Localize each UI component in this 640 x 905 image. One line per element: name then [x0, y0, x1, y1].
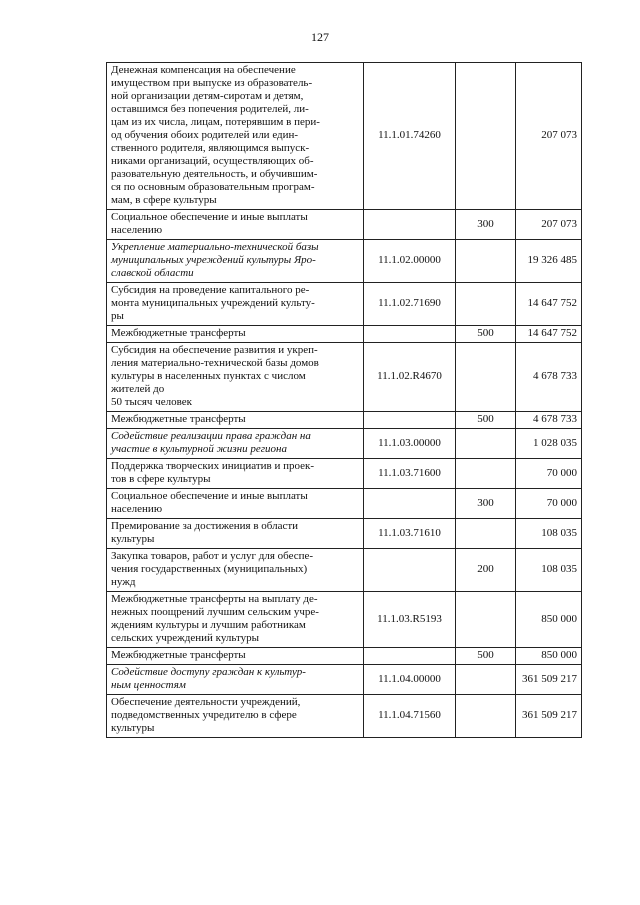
row-code-cell: 11.1.03.00000 — [364, 429, 456, 459]
row-code-cell — [364, 412, 456, 429]
row-name-cell: Межбюджетные трансферты — [107, 326, 364, 343]
row-code-cell: 11.1.01.74260 — [364, 63, 456, 210]
row-sum-cell: 361 509 217 — [516, 695, 582, 738]
row-type-cell — [456, 343, 516, 412]
row-code-cell: 11.1.03.71600 — [364, 459, 456, 489]
row-sum-cell: 70 000 — [516, 489, 582, 519]
row-name-cell: Укрепление материально-технической базы муниципальных учреждений культуры Яро- славской области — [107, 240, 364, 283]
table-row — [107, 63, 582, 210]
row-sum-cell: 108 035 — [516, 519, 582, 549]
row-type-cell — [456, 592, 516, 648]
row-type-cell: 300 — [456, 489, 516, 519]
table-row — [107, 648, 582, 665]
row-sum-cell: 207 073 — [516, 210, 582, 240]
row-name-cell: Премирование за достижения в области культуры — [107, 519, 364, 549]
row-code-cell: 11.1.02.R4670 — [364, 343, 456, 412]
row-type-cell — [456, 459, 516, 489]
row-type-cell: 500 — [456, 326, 516, 343]
row-code-cell — [364, 326, 456, 343]
table-row — [107, 489, 582, 519]
table-row — [107, 429, 582, 459]
table-row — [107, 210, 582, 240]
page-number: 127 — [311, 30, 329, 44]
row-name-cell: Содействие доступу граждан к культур- ным ценностям — [107, 665, 364, 695]
row-type-cell — [456, 665, 516, 695]
row-name-cell: Социальное обеспечение и иные выплаты населению — [107, 210, 364, 240]
row-name-cell: Субсидия на обеспечение развития и укреп- ления материально-технической базы домов культуры в населенных пунктах с числом жителей до 50 тысяч человек — [107, 343, 364, 412]
row-type-cell — [456, 240, 516, 283]
row-sum-cell: 19 326 485 — [516, 240, 582, 283]
table-row — [107, 695, 582, 738]
table-row — [107, 549, 582, 592]
row-sum-cell: 14 647 752 — [516, 326, 582, 343]
row-name-cell: Денежная компенсация на обеспечение имуществом при выпуске из образователь- ной организации детям-сиротам и детям, оставшимся без попечения родителей, ли- цам из их числа, лицам, потерявшим в пери- од обучения обоих родителей или един- ственного родителя, являющимся выпуск- никами организаций, осуществляющих об- разовательную деятельность, и обучившим- ся по основным образовательным програм- мам, в сфере культуры — [107, 63, 364, 210]
table-row — [107, 459, 582, 489]
row-name-cell: Содействие реализации права граждан на участие в культурной жизни региона — [107, 429, 364, 459]
row-code-cell: 11.1.04.00000 — [364, 665, 456, 695]
row-sum-cell: 207 073 — [516, 63, 582, 210]
row-name-cell: Социальное обеспечение и иные выплаты населению — [107, 489, 364, 519]
row-code-cell: 11.1.03.71610 — [364, 519, 456, 549]
row-code-cell — [364, 549, 456, 592]
row-sum-cell: 4 678 733 — [516, 412, 582, 429]
table-row — [107, 519, 582, 549]
row-type-cell — [456, 519, 516, 549]
row-name-cell: Поддержка творческих инициатив и проек- тов в сфере культуры — [107, 459, 364, 489]
row-code-cell — [364, 489, 456, 519]
row-type-cell — [456, 283, 516, 326]
row-type-cell — [456, 695, 516, 738]
row-sum-cell: 14 647 752 — [516, 283, 582, 326]
row-name-cell: Субсидия на проведение капитального ре- монта муниципальных учреждений культу- ры — [107, 283, 364, 326]
row-type-cell — [456, 63, 516, 210]
row-sum-cell: 850 000 — [516, 592, 582, 648]
row-code-cell — [364, 648, 456, 665]
table-row — [107, 412, 582, 429]
row-type-cell: 300 — [456, 210, 516, 240]
row-sum-cell: 70 000 — [516, 459, 582, 489]
row-name-cell: Закупка товаров, работ и услуг для обеспе- чения государственных (муниципальных) нужд — [107, 549, 364, 592]
row-code-cell: 11.1.02.00000 — [364, 240, 456, 283]
table-row — [107, 283, 582, 326]
row-code-cell: 11.1.03.R5193 — [364, 592, 456, 648]
table-row — [107, 592, 582, 648]
row-name-cell: Межбюджетные трансферты — [107, 412, 364, 429]
row-type-cell: 500 — [456, 412, 516, 429]
row-code-cell: 11.1.02.71690 — [364, 283, 456, 326]
row-sum-cell: 850 000 — [516, 648, 582, 665]
row-code-cell: 11.1.04.71560 — [364, 695, 456, 738]
row-name-cell: Межбюджетные трансферты — [107, 648, 364, 665]
table-row — [107, 665, 582, 695]
table-row — [107, 240, 582, 283]
row-sum-cell: 108 035 — [516, 549, 582, 592]
row-name-cell: Обеспечение деятельности учреждений, подведомственных учредителю в сфере культуры — [107, 695, 364, 738]
budget-table — [106, 62, 582, 738]
row-sum-cell: 4 678 733 — [516, 343, 582, 412]
row-type-cell: 500 — [456, 648, 516, 665]
row-type-cell — [456, 429, 516, 459]
table-row — [107, 343, 582, 412]
row-sum-cell: 1 028 035 — [516, 429, 582, 459]
row-type-cell: 200 — [456, 549, 516, 592]
row-sum-cell: 361 509 217 — [516, 665, 582, 695]
row-name-cell: Межбюджетные трансферты на выплату де- нежных поощрений лучшим сельским учре- ждениям культуры и лучшим работникам сельских учреждений культуры — [107, 592, 364, 648]
table-row — [107, 326, 582, 343]
row-code-cell — [364, 210, 456, 240]
